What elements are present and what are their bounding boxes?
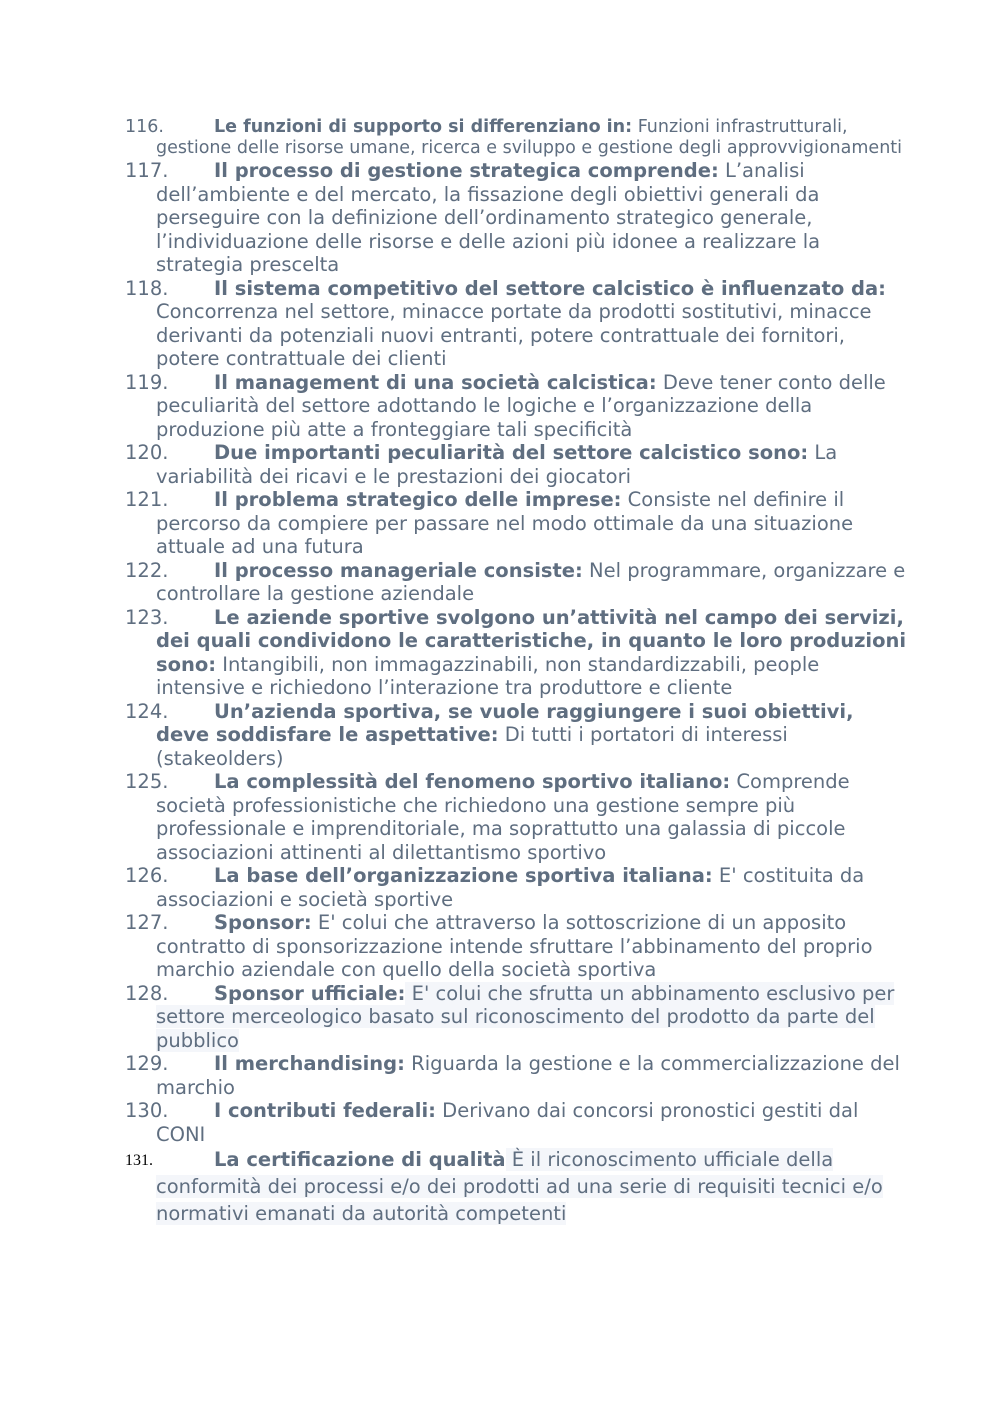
item-question: Il merchandising:: [214, 1052, 405, 1075]
list-item: [125, 1146, 910, 1227]
item-number: 124.: [125, 699, 169, 723]
item-question: La complessità del fenomeno sportivo italiano:: [214, 770, 731, 793]
list-item: [125, 159, 910, 277]
item-number: 120.: [125, 441, 169, 464]
item-question: Sponsor:: [214, 911, 312, 934]
list-item: [125, 700, 910, 771]
item-number: 117.: [125, 159, 169, 182]
item-question: Sponsor ufficiale:: [214, 981, 406, 1005]
list-item: [125, 488, 910, 559]
item-answer: Nel programmare, organizzare e controllare la gestione aziendale: [156, 558, 906, 605]
item-answer: Concorrenza nel settore, minacce portate da prodotti sostitutivi, minacce derivanti da potenziali nuovi entranti, potere contrattuale dei fornitori, potere contrattuale dei clienti: [156, 300, 872, 370]
item-answer: Consiste nel definire il percorso da compiere per passare nel modo ottimale da una situazione attuale ad una futura: [156, 488, 854, 558]
list-item: [125, 371, 910, 442]
item-number: 128.: [125, 981, 169, 1005]
item-number: 122.: [125, 558, 169, 582]
item-question: Il problema strategico delle imprese:: [214, 488, 622, 511]
item-question: Le funzioni di supporto si differenziano in:: [214, 117, 633, 137]
item-number: 129.: [125, 1052, 169, 1075]
item-question: Un’azienda sportiva, se vuole raggiungere i suoi obiettivi, deve soddisfare le aspettative:: [156, 699, 854, 746]
list-item: [125, 277, 910, 371]
item-number: 125.: [125, 770, 169, 793]
item-answer: Intangibili, non immagazzinabili, non standardizzabili, people intensive e richiedono l’interazione tra produttore e cliente: [156, 652, 820, 699]
item-question: La certificazione di qualità: [214, 1148, 506, 1171]
item-answer: Deve tener conto delle peculiarità del settore adottando le logiche e l’organizzazione della produzione più atte a fronteggiare tali specificità: [156, 370, 886, 441]
list-item: [125, 1099, 910, 1146]
item-question: Due importanti peculiarità del settore calcistico sono:: [214, 441, 809, 464]
list-item: [125, 606, 910, 700]
item-answer: E' colui che sfrutta un abbinamento esclusivo per settore merceologico basato sul riconoscimento del prodotto da parte del pubblico: [156, 981, 895, 1052]
list-item: [125, 911, 910, 982]
item-answer: L’analisi dell’ambiente e del mercato, la fissazione degli obiettivi generali da perseguire con la definizione dell’ordinamento strategico generale, l’individuazione delle risorse e delle azioni più idonee a realizzare la strategia prescelta: [156, 159, 821, 276]
item-answer: E' costituita da associazioni e società sportive: [156, 864, 865, 911]
item-number: 126.: [125, 864, 169, 887]
item-answer: Di tutti i portatori di interessi (stakeolders): [156, 723, 788, 770]
item-answer: La variabilità dei ricavi e le prestazioni dei giocatori: [156, 441, 838, 488]
item-question: Il management di una società calcistica:: [214, 370, 657, 394]
item-number: 118.: [125, 276, 169, 300]
item-answer: Comprende società professionistiche che richiedono una gestione sempre più professionale e imprenditoriale, ma soprattutto una galassia di piccole associazioni attinenti al dilettantismo sportivo: [156, 770, 850, 864]
item-number: 131.: [125, 1152, 153, 1169]
item-number: 127.: [125, 911, 169, 934]
item-answer: È il riconoscimento ufficiale della conformità dei processi e/o dei prodotti ad una serie di requisiti tecnici e/o normativi emanati da autorità competenti: [156, 1148, 883, 1225]
list-item: [125, 1052, 910, 1099]
item-answer: E' colui che attraverso la sottoscrizione di un apposito contratto di sponsorizzazione intende sfruttare l’abbinamento del proprio marchio aziendale con quello della società sportiva: [156, 911, 873, 981]
item-answer: Funzioni infrastrutturali, gestione delle risorse umane, ricerca e sviluppo e gestione degli approvvigionamenti: [156, 117, 903, 158]
item-answer: Riguarda la gestione e la commercializzazione del marchio: [156, 1052, 900, 1099]
list-item: [125, 559, 910, 606]
list-item: [125, 441, 910, 488]
item-question: Il sistema competitivo del settore calcistico è influenzato da:: [214, 276, 886, 300]
item-number: 116.: [125, 117, 164, 137]
numbered-list: [125, 117, 910, 1227]
item-question: Il processo manageriale consiste:: [214, 558, 583, 582]
list-item: [125, 770, 910, 864]
item-number: 130.: [125, 1099, 169, 1122]
item-number: 123.: [125, 605, 169, 629]
list-item: [125, 117, 910, 159]
list-item: [125, 864, 910, 911]
item-answer: Derivano dai concorsi pronostici gestiti dal CONI: [156, 1099, 859, 1146]
item-question: I contributi federali:: [214, 1099, 436, 1122]
item-question: La base dell’organizzazione sportiva italiana:: [214, 864, 713, 887]
item-number: 119.: [125, 370, 169, 394]
item-question: Le aziende sportive svolgono un’attività nel campo dei servizi, dei quali condividono le caratteristiche, in quanto le loro produzioni sono:: [156, 605, 907, 676]
item-question: Il processo di gestione strategica comprende:: [214, 159, 719, 182]
list-item: [125, 982, 910, 1053]
item-number: 121.: [125, 488, 169, 511]
